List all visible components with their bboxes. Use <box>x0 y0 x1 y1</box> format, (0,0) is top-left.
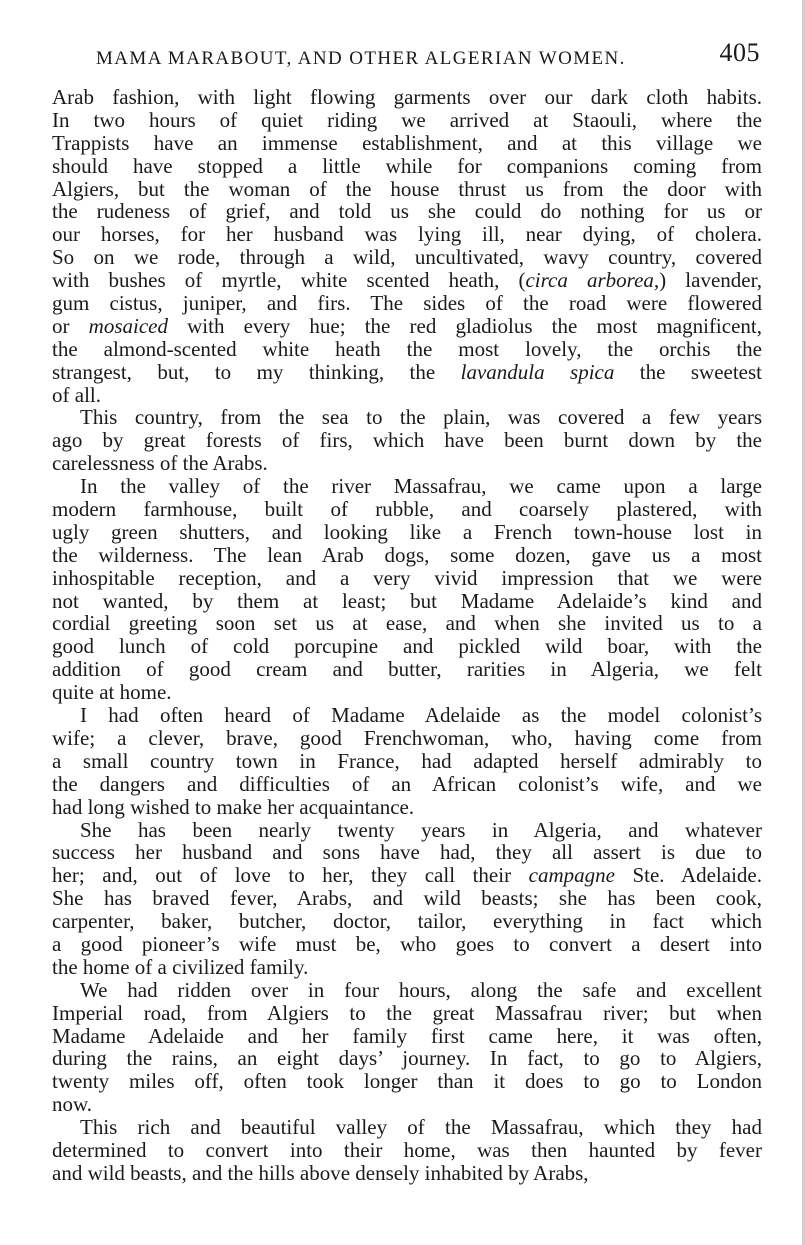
text-line <box>52 178 762 201</box>
text-line <box>52 1047 762 1070</box>
text-segment: with bushes of myrtle, white scented heath, ( <box>52 268 526 293</box>
text-line <box>52 819 762 842</box>
paragraph <box>52 979 762 1116</box>
text-line <box>52 727 762 750</box>
text-segment: determined to convert into their home, was then haunted by fever <box>52 1137 762 1162</box>
text-segment: inhospitable reception, and a very vivid impression that we were <box>52 565 762 590</box>
text-line <box>52 452 762 475</box>
text-segment: her; and, out of love to her, they call their <box>52 863 529 888</box>
text-segment: quite at home. <box>52 680 172 705</box>
text-segment: She has been nearly twenty years in Algeria, and whatever <box>80 817 762 842</box>
text-line <box>52 269 762 292</box>
text-line <box>52 1116 762 1139</box>
text-segment: We had ridden over in four hours, along the safe and excellent <box>80 977 762 1002</box>
text-line <box>52 498 762 521</box>
text-line <box>52 315 762 338</box>
text-line <box>52 635 762 658</box>
text-line <box>52 864 762 887</box>
text-segment: our horses, for her husband was lying ill, near dying, of cholera. <box>52 222 762 247</box>
text-line <box>52 612 762 635</box>
text-line <box>52 1093 762 1116</box>
text-segment: addition of good cream and butter, rarities in Algeria, we felt <box>52 657 762 682</box>
paragraph <box>52 86 762 406</box>
text-segment: the dangers and difficulties of an African colonist’s wife, and we <box>52 771 762 796</box>
text-segment: So on we rode, through a wild, uncultivated, wavy country, covered <box>52 245 762 270</box>
text-segment: twenty miles off, often took longer than it does to go to London <box>52 1069 762 1094</box>
text-segment: with every hue; the red gladiolus the most magnificent, <box>167 313 762 338</box>
text-segment: ago by great forests of firs, which have been burnt down by the <box>52 428 762 453</box>
text-segment: In two hours of quiet riding we arrived at Staouli, where the <box>52 107 762 132</box>
italic-text: campagne <box>528 863 615 888</box>
text-line <box>52 384 762 407</box>
text-segment: a small country town in France, had adapted herself admirably to <box>52 748 762 773</box>
paragraph <box>52 1116 762 1185</box>
text-line <box>52 406 762 429</box>
text-line <box>52 979 762 1002</box>
text-line <box>52 590 762 613</box>
text-line <box>52 750 762 773</box>
text-segment: I had often heard of Madame Adelaide as the model colonist’s <box>80 703 762 728</box>
text-segment: gum cistus, juniper, and firs. The sides of the road were flowered <box>52 291 762 316</box>
text-segment: cordial greeting soon set us at ease, and when she invited us to a <box>52 611 762 636</box>
text-line <box>52 521 762 544</box>
text-line <box>52 1025 762 1048</box>
text-segment: the wilderness. The lean Arab dogs, some dozen, gave us a most <box>52 542 762 567</box>
text-line <box>52 956 762 979</box>
text-segment: This country, from the sea to the plain, was covered a few years <box>80 405 762 430</box>
text-segment: modern farmhouse, built of rubble, and coarsely plastered, with <box>52 497 762 522</box>
text-segment: This rich and beautiful valley of the Massafrau, which they had <box>80 1115 762 1140</box>
text-line <box>52 567 762 590</box>
italic-text: lavandula spica <box>460 359 615 384</box>
text-segment: the almond-scented white heath the most lovely, the orchis the <box>52 336 762 361</box>
paragraph <box>52 819 762 979</box>
italic-text: mosaiced <box>88 313 168 338</box>
text-segment: Arab fashion, with light flowing garments over our dark cloth habits. <box>52 85 762 109</box>
text-segment: She has braved fever, Arabs, and wild beasts; she has been cook, <box>52 886 762 911</box>
text-segment: carpenter, baker, butcher, doctor, tailor, everything in fact which <box>52 909 762 934</box>
text-segment: Trappists have an immense establishment, and at this village we <box>52 130 762 155</box>
text-segment: the rudeness of grief, and told us she could do nothing for us or <box>52 199 762 224</box>
text-line <box>52 933 762 956</box>
text-segment: ) lavender, <box>659 268 763 293</box>
text-segment: success her husband and sons have had, they all assert is due to <box>52 840 762 865</box>
text-segment: In the valley of the river Massafrau, we came upon a large <box>80 474 762 499</box>
text-line <box>52 338 762 361</box>
text-segment: wife; a clever, brave, good Frenchwoman, who, having come from <box>52 725 762 750</box>
text-segment: and wild beasts, and the hills above densely inhabited by Arabs, <box>52 1160 589 1185</box>
text-segment: or <box>52 313 89 338</box>
text-line <box>52 910 762 933</box>
text-line <box>52 155 762 178</box>
body-text <box>52 86 762 1185</box>
text-line <box>52 704 762 727</box>
text-line <box>52 475 762 498</box>
text-line <box>52 86 762 109</box>
page-header <box>96 34 766 70</box>
text-line <box>52 1070 762 1093</box>
text-line <box>52 773 762 796</box>
text-segment: strangest, but, to my thinking, the <box>52 359 461 384</box>
text-line <box>52 109 762 132</box>
text-line <box>52 292 762 315</box>
text-line <box>52 796 762 819</box>
paragraph <box>52 475 762 704</box>
text-segment: had long wished to make her acquaintance. <box>52 794 415 819</box>
text-line <box>52 223 762 246</box>
text-line <box>52 200 762 223</box>
text-segment: the home of a civilized family. <box>52 954 309 979</box>
text-line <box>52 544 762 567</box>
text-line <box>52 1139 762 1162</box>
text-line <box>52 681 762 704</box>
text-segment: Madame Adelaide and her family first came here, it was often, <box>52 1023 762 1048</box>
text-segment: during the rains, an eight days’ journey. In fact, to go to Algiers, <box>52 1046 762 1071</box>
text-line <box>52 841 762 864</box>
text-segment: Ste. Adelaide. <box>614 863 762 888</box>
italic-text: circa arborea, <box>525 268 660 293</box>
paragraph <box>52 406 762 475</box>
text-line <box>52 361 762 384</box>
text-line <box>52 887 762 910</box>
text-line <box>52 429 762 452</box>
text-segment: Imperial road, from Algiers to the great Massafrau river; but when <box>52 1000 762 1025</box>
text-segment: good lunch of cold porcupine and pickled wild boar, with the <box>52 634 762 659</box>
running-title: MAMA MARABOUT, AND OTHER ALGERIAN WOMEN. <box>96 48 626 69</box>
text-line <box>52 246 762 269</box>
text-segment: of all. <box>52 382 101 407</box>
text-segment: a good pioneer’s wife must be, who goes to convert a desert into <box>52 931 762 956</box>
paragraph <box>52 704 762 818</box>
text-line <box>52 132 762 155</box>
text-segment: now. <box>52 1092 93 1117</box>
text-line <box>52 1162 762 1185</box>
text-segment: ugly green shutters, and looking like a French town-house lost in <box>52 519 762 544</box>
text-segment: not wanted, by them at least; but Madame Adelaide’s kind and <box>52 588 762 613</box>
text-segment: carelessness of the Arabs. <box>52 451 268 476</box>
text-segment: the sweetest <box>614 359 763 384</box>
text-segment: Algiers, but the woman of the house thrust us from the door with <box>52 176 762 201</box>
page-number: 405 <box>719 38 760 67</box>
text-segment: should have stopped a little while for companions coming from <box>52 153 762 178</box>
text-line <box>52 1002 762 1025</box>
text-line <box>52 658 762 681</box>
